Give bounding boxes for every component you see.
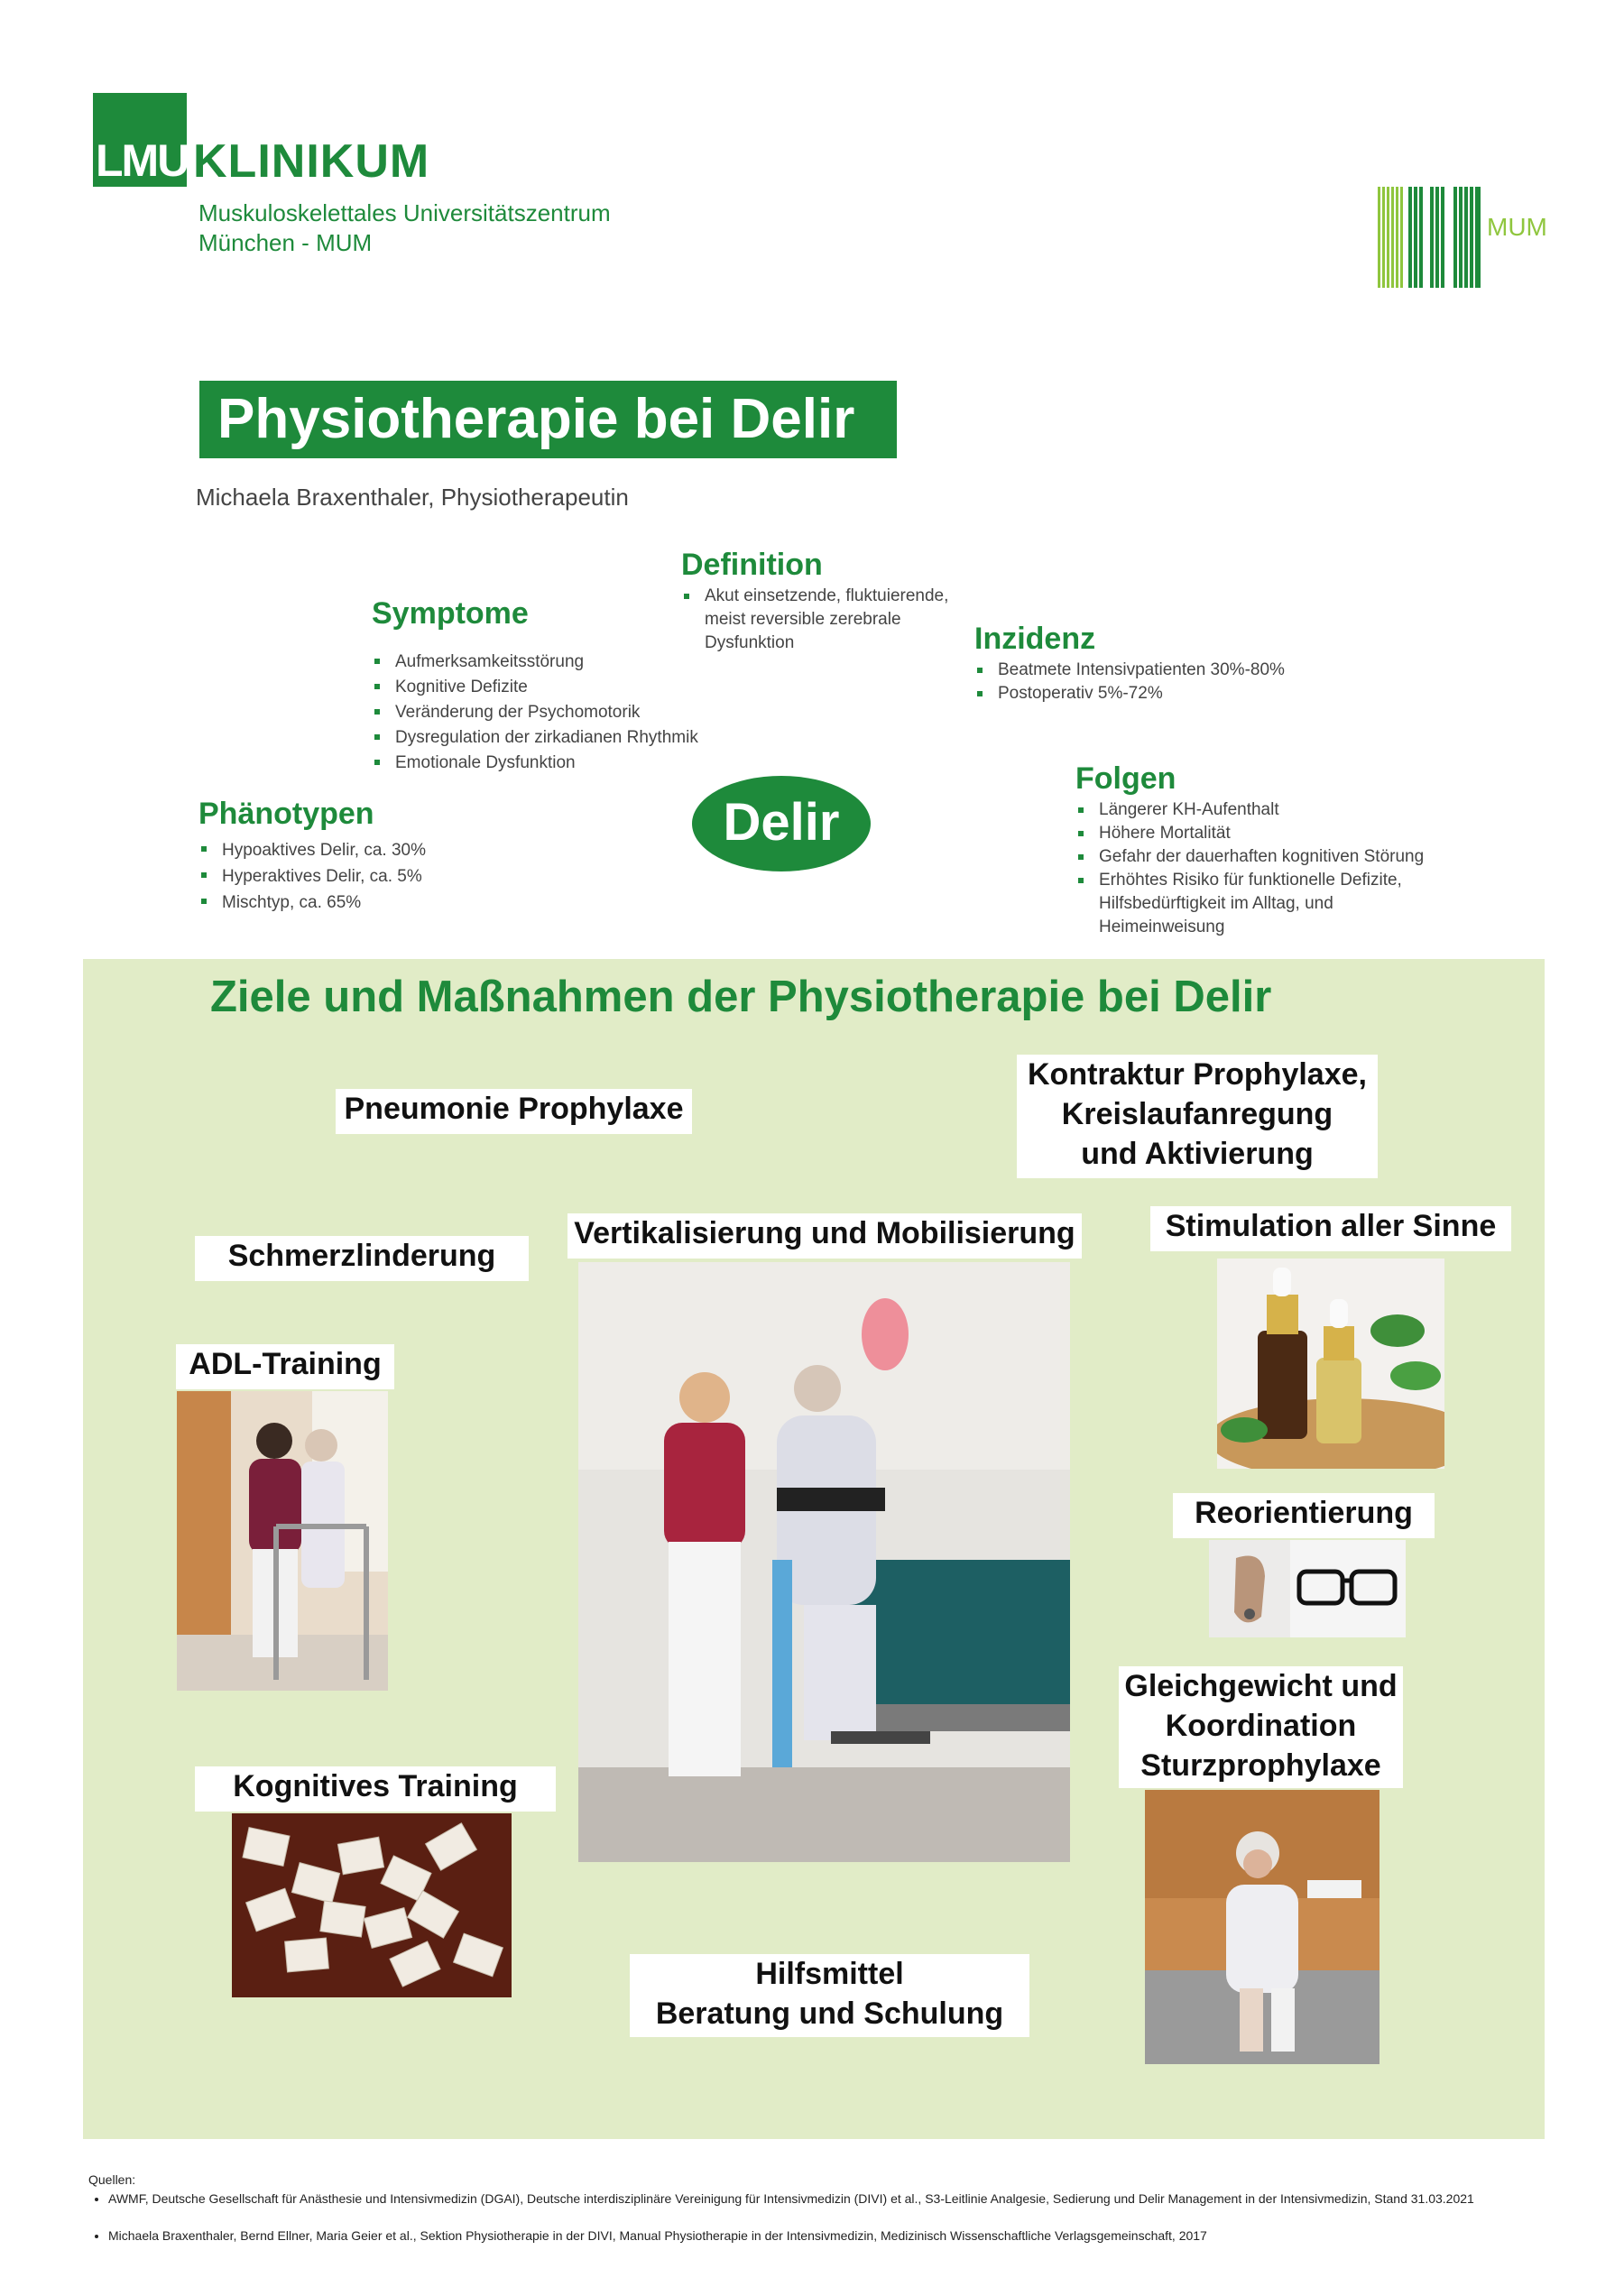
list-item: Dysregulation der zirkadianen Rhythmik (372, 725, 751, 751)
list-item: Gefahr der dauerhaften kognitiven Störung (1075, 845, 1463, 869)
symptome-list (372, 650, 751, 776)
label-text: ADL-Training (189, 1347, 382, 1381)
label-text: Beratung und Schulung (655, 1996, 1004, 2031)
label-sinne (1150, 1206, 1511, 1251)
mobilisation-photo (578, 1262, 1070, 1862)
list-item: Emotionale Dysfunktion (372, 751, 751, 776)
adl-training-photo (177, 1391, 388, 1691)
folgen-heading: Folgen (1075, 761, 1176, 796)
balance-training-photo (1145, 1790, 1379, 2064)
phaenotypen-heading: Phänotypen (198, 797, 374, 831)
author: Michaela Braxenthaler, Physiotherapeutin (196, 484, 629, 511)
label-text: Pneumonie Prophylaxe (344, 1092, 684, 1126)
subtitle-line-2: München - MUM (198, 229, 373, 256)
inzidenz-list (974, 659, 1290, 705)
label-pneumonie (336, 1089, 692, 1134)
label-text: und Aktivierung (1081, 1137, 1314, 1171)
mum-logo-icon (1378, 187, 1484, 288)
label-hilfsmittel (630, 1954, 1029, 2037)
essential-oils-photo (1217, 1259, 1444, 1469)
list-item: Mischtyp, ca. 65% (198, 890, 523, 916)
panel-heading: Ziele und Maßnahmen der Physiotherapie bei Delir (210, 973, 1272, 1021)
sources-heading: Quellen: (88, 2172, 136, 2187)
section-inzidenz (974, 621, 1290, 705)
list-item: Postoperativ 5%-72% (974, 682, 1290, 705)
definition-heading: Definition (681, 548, 823, 582)
label-gleichgewicht (1119, 1666, 1403, 1788)
list-item: Hypoaktives Delir, ca. 30% (198, 837, 523, 863)
label-text: Stimulation aller Sinne (1165, 1209, 1497, 1243)
folgen-list (1075, 798, 1463, 939)
list-item: Kognitive Defizite (372, 675, 751, 700)
institution-subtitle (198, 198, 611, 258)
label-text: Kreislaufanregung (1061, 1097, 1333, 1131)
label-text: Hilfsmittel (755, 1957, 904, 1991)
list-item: Akut einsetzende, fluktuierende, meist reversible zerebrale Dysfunktion (681, 585, 979, 655)
label-schmerz (195, 1236, 529, 1281)
symptome-heading: Symptome (372, 596, 529, 631)
label-vertikal (567, 1213, 1082, 1259)
list-item: Längerer KH-Aufenthalt (1075, 798, 1463, 822)
list-item: • AWMF, Deutsche Gesellschaft für Anästhesie und Intensivmedizin (DGAI), Deutsche interdisziplinäre Vereinigung für Intensivmedizin (DIVI) et al., S3-Leitlinie Analgesie, Sedierung und Delir Management in der Intensivmedizin, Stand 31.03.2021 (108, 2190, 1532, 2208)
delir-label: Delir (723, 793, 840, 852)
label-kontraktur (1017, 1055, 1378, 1178)
section-symptome (372, 595, 751, 776)
label-text: Koordination (1165, 1709, 1357, 1743)
label-text: Reorientierung (1195, 1496, 1413, 1530)
hearing-aid-glasses-photo (1209, 1540, 1406, 1637)
list-item: Beatmete Intensivpatienten 30%-80% (974, 659, 1290, 682)
label-text: Kontraktur Prophylaxe, (1028, 1057, 1367, 1092)
letter-cards-photo (232, 1813, 512, 1997)
mum-logo-text: MUM (1487, 213, 1547, 241)
sources-list (88, 2190, 1532, 2245)
inzidenz-heading: Inzidenz (974, 622, 1096, 656)
list-item: Erhöhtes Risiko für funktionelle Defizite, Hilfsbedürftigkeit im Alltag, und Heimeinweisung (1075, 869, 1463, 939)
label-text: Vertikalisierung und Mobilisierung (574, 1216, 1075, 1250)
page-title: Physiotherapie bei Delir (217, 388, 855, 450)
klinikum-wordmark: KLINIKUM (193, 135, 430, 188)
label-text: Gleichgewicht und (1124, 1669, 1398, 1703)
lmu-logo-text: LMU (96, 135, 189, 186)
label-text: Schmerzlinderung (227, 1239, 496, 1273)
sources (88, 2172, 1532, 2264)
label-text: Kognitives Training (233, 1769, 518, 1803)
list-item: Aufmerksamkeitsstörung (372, 650, 751, 675)
list-item: Veränderung der Psychomotorik (372, 700, 751, 725)
label-reorient (1173, 1493, 1435, 1538)
label-text: Sturzprophylaxe (1140, 1748, 1381, 1783)
list-item: Hyperaktives Delir, ca. 5% (198, 863, 523, 890)
list-item: • Michaela Braxenthaler, Bernd Ellner, Maria Geier et al., Sektion Physiotherapie in der DIVI, Manual Physiotherapie in der Intensivmedizin, Medizinisch Wissenschaftliche Verlagsgemeinschaft, 2017 (108, 2227, 1532, 2245)
phaenotypen-list (198, 837, 523, 916)
label-kognitiv (195, 1766, 556, 1812)
label-adl (176, 1344, 394, 1389)
section-folgen (1075, 761, 1463, 939)
subtitle-line-1: Muskuloskelettales Universitätszentrum (198, 199, 611, 226)
list-item: Höhere Mortalität (1075, 822, 1463, 845)
section-phaenotypen (198, 796, 523, 916)
